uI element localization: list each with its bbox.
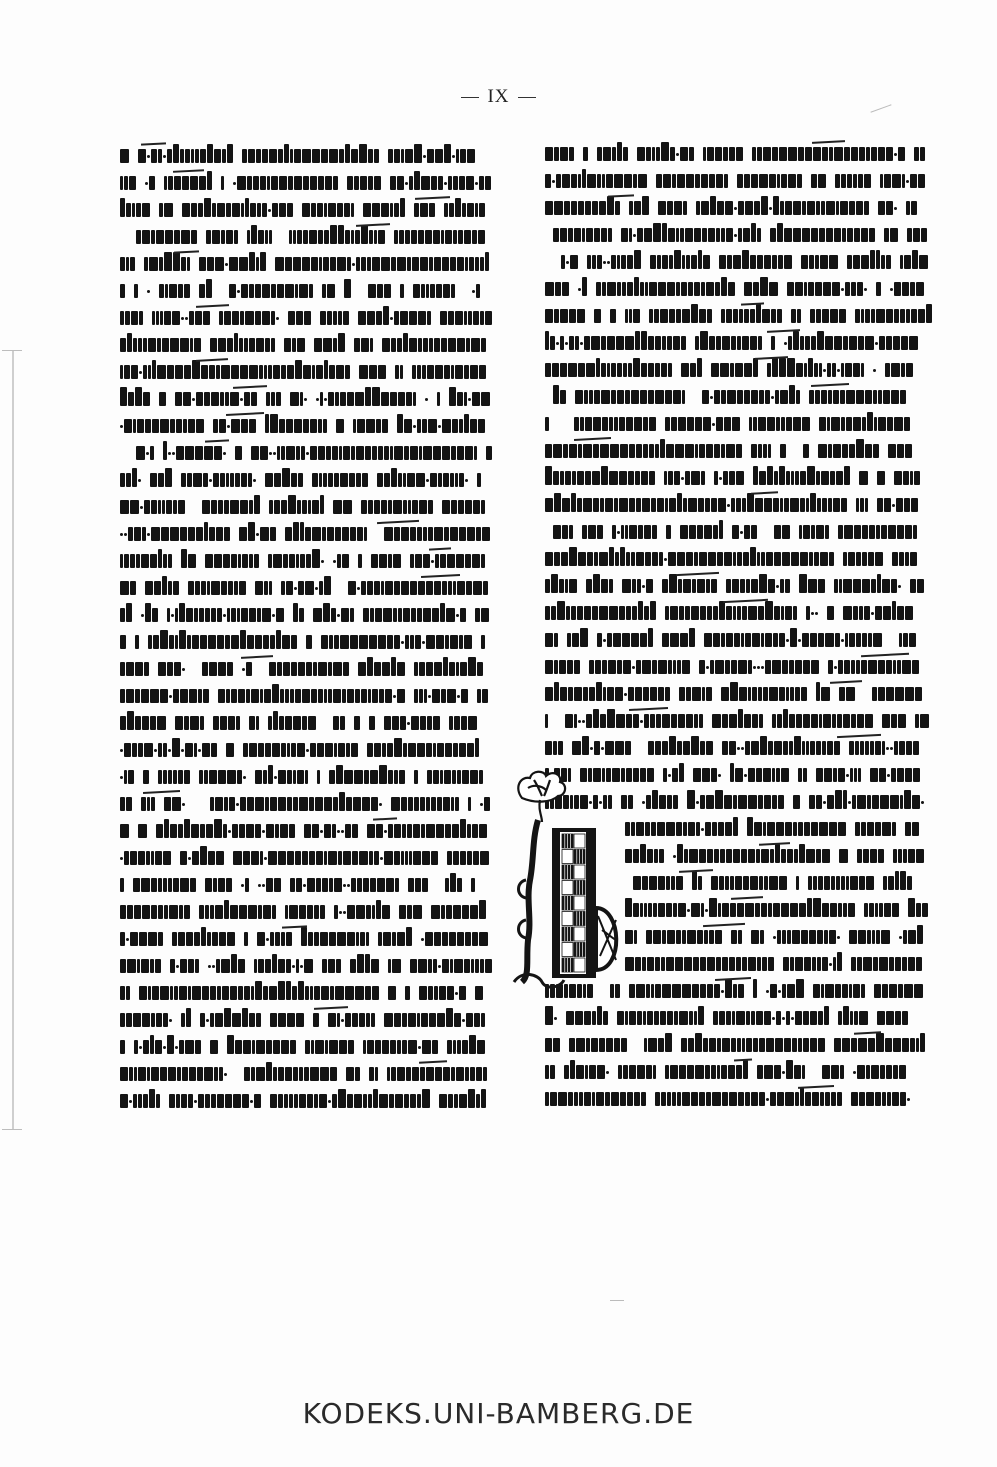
page-number: IX bbox=[487, 86, 510, 107]
text-line bbox=[120, 736, 500, 763]
text-line bbox=[120, 682, 500, 709]
text-line bbox=[545, 356, 940, 383]
text-line bbox=[545, 275, 940, 302]
text-line bbox=[545, 167, 940, 194]
text-line bbox=[545, 734, 940, 761]
text-line bbox=[545, 599, 940, 626]
text-line bbox=[545, 1031, 940, 1058]
text-line bbox=[545, 464, 940, 491]
header-dash-right bbox=[518, 97, 536, 98]
text-line bbox=[120, 790, 500, 817]
text-line bbox=[120, 1033, 500, 1060]
text-line bbox=[120, 169, 500, 196]
text-line bbox=[545, 329, 940, 356]
header-dash-left bbox=[461, 97, 479, 98]
text-line bbox=[120, 979, 500, 1006]
text-line bbox=[120, 1087, 500, 1114]
text-line bbox=[545, 140, 940, 167]
text-line bbox=[120, 628, 500, 655]
text-line bbox=[120, 331, 500, 358]
text-line bbox=[120, 142, 500, 169]
text-line bbox=[120, 547, 500, 574]
text-line bbox=[545, 680, 940, 707]
text-line bbox=[120, 844, 500, 871]
text-line bbox=[545, 248, 940, 275]
text-line bbox=[120, 1006, 500, 1033]
paper-speck bbox=[610, 1300, 624, 1301]
text-line bbox=[120, 817, 500, 844]
text-line bbox=[545, 545, 940, 572]
text-line bbox=[120, 952, 500, 979]
text-line bbox=[120, 925, 500, 952]
text-line bbox=[545, 572, 940, 599]
text-line bbox=[120, 223, 500, 250]
text-line bbox=[120, 358, 500, 385]
text-line bbox=[545, 653, 940, 680]
text-line bbox=[120, 601, 500, 628]
text-line bbox=[120, 412, 500, 439]
text-line bbox=[545, 302, 940, 329]
text-line bbox=[120, 520, 500, 547]
text-line bbox=[545, 194, 940, 221]
page-header bbox=[0, 86, 997, 108]
text-line bbox=[545, 1004, 940, 1031]
binding-edge-line bbox=[12, 350, 14, 1130]
text-line bbox=[120, 439, 500, 466]
text-line bbox=[545, 383, 940, 410]
text-column-left bbox=[120, 142, 500, 1114]
text-line bbox=[545, 626, 940, 653]
text-line bbox=[120, 466, 500, 493]
text-line bbox=[120, 385, 500, 412]
text-line bbox=[120, 655, 500, 682]
text-line bbox=[545, 410, 940, 437]
text-line bbox=[545, 518, 940, 545]
decorated-initial-icon bbox=[512, 770, 622, 990]
text-line bbox=[120, 871, 500, 898]
text-line bbox=[545, 707, 940, 734]
text-line bbox=[545, 1058, 940, 1085]
text-line bbox=[120, 250, 500, 277]
text-line bbox=[120, 493, 500, 520]
text-line bbox=[545, 491, 940, 518]
text-line bbox=[120, 277, 500, 304]
watermark-url: KODEKS.UNI-BAMBERG.DE bbox=[302, 1397, 695, 1430]
text-line bbox=[120, 1060, 500, 1087]
text-line bbox=[120, 304, 500, 331]
text-line bbox=[120, 709, 500, 736]
text-line bbox=[120, 574, 500, 601]
text-line bbox=[545, 221, 940, 248]
text-line bbox=[120, 763, 500, 790]
text-line bbox=[120, 196, 500, 223]
text-line bbox=[545, 437, 940, 464]
text-line bbox=[120, 898, 500, 925]
text-line bbox=[545, 1085, 940, 1112]
